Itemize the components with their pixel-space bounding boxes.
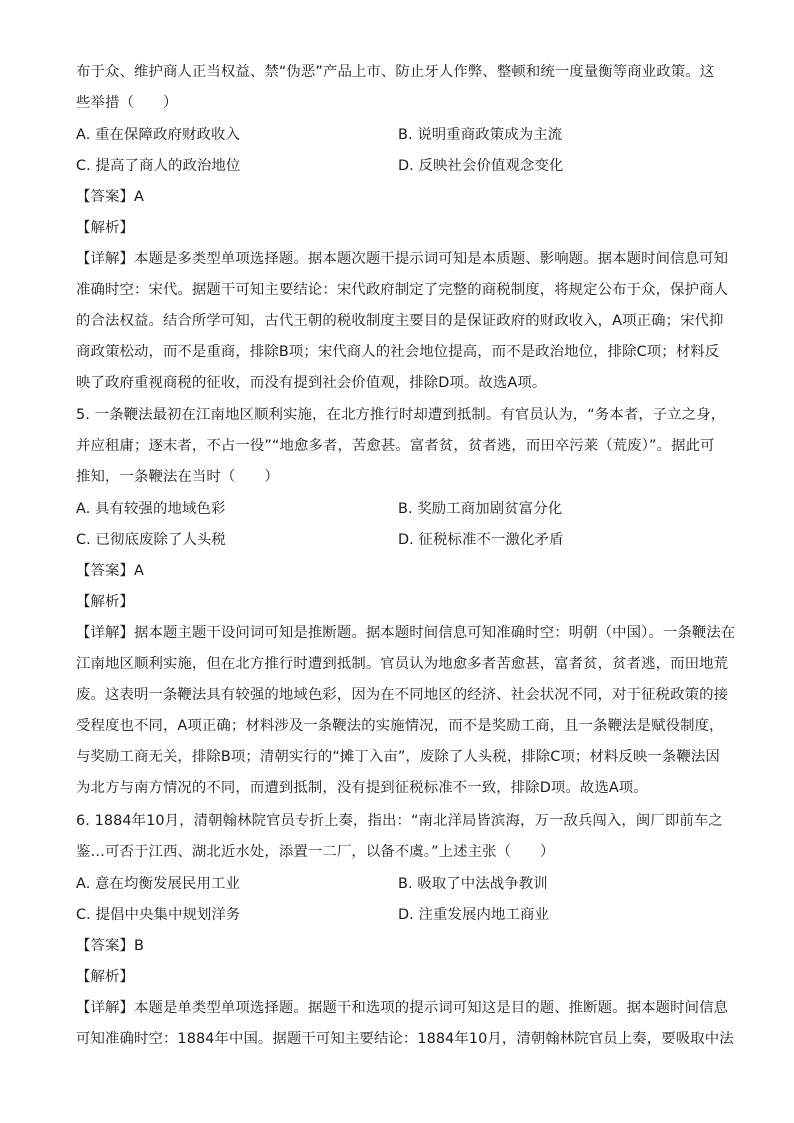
q5-stem-line-3: 推知，一条鞭法在当时（ ） bbox=[76, 469, 279, 485]
q6-answer: 【答案】B bbox=[76, 938, 144, 954]
q6-stem-line-1: 6. 1884年10月，清朝翰林院官员专折上奏，指出：“南北洋局皆滨海，万一敌兵闯入，闽厂即前车之 bbox=[76, 813, 723, 829]
q4-option-c: C. 提高了商人的政治地位 bbox=[76, 158, 241, 174]
q6-option-c: C. 提倡中央集中规划洋务 bbox=[76, 907, 241, 923]
q5-option-d: D. 征税标准不一激化矛盾 bbox=[398, 532, 564, 548]
q4-detail-line-2: 准确时空：宋代。据题干可知主要结论：宋代政府制定了完整的商税制度，将规定公布于众，保护商人 bbox=[76, 282, 729, 298]
q5-option-c: C. 已彻底废除了人头税 bbox=[76, 532, 226, 548]
q5-detail-line-3: 废。这表明一条鞭法具有较强的地域色彩，因为在不同地区的经济、社会状况不同，对于征税政策的接 bbox=[76, 687, 729, 703]
q4-detail-line-1: 【详解】本题是多类型单项选择题。据本题次题干提示词可知是本质题、影响题。据本题时间信息可知 bbox=[76, 251, 729, 267]
q5-option-b: B. 奖励工商加剧贫富分化 bbox=[398, 501, 563, 517]
q4-detail-line-4: 商政策松动，而不是重商，排除B项；宋代商人的社会地位提高，而不是政治地位，排除C项；材料反 bbox=[76, 344, 720, 360]
q4-option-a: A. 重在保障政府财政收入 bbox=[76, 127, 240, 143]
q4-detail-line-5: 映了政府重视商税的征收，而没有提到社会价值观，排除D项。故选A项。 bbox=[76, 375, 547, 391]
q5-detail-line-6: 为北方与南方情况的不同，而遭到抵制，没有提到征税标准不一致，排除D项。故选A项。 bbox=[76, 780, 648, 796]
q4-stem-line-2: 些举措（ ） bbox=[76, 95, 178, 111]
q6-stem-line-2: 鉴…可否于江西、湖北近水处，添置一二厂，以备不虞。”上述主张（ ） bbox=[76, 844, 555, 860]
q4-answer: 【答案】A bbox=[76, 189, 144, 205]
q4-stem-line-1: 布于众、维护商人正当权益、禁“伪恶”产品上市、防止牙人作弊、整顿和统一度量衡等商业政策。这 bbox=[76, 64, 715, 80]
q4-analysis-label: 【解析】 bbox=[76, 220, 134, 236]
q5-analysis-label: 【解析】 bbox=[76, 594, 134, 610]
q6-option-d: D. 注重发展内地工商业 bbox=[398, 907, 549, 923]
q5-detail-line-1: 【详解】据本题主题干设问词可知是推断题。据本题时间信息可知准确时空：明朝（中国）。一条鞭法在 bbox=[76, 625, 736, 641]
q5-stem-line-2: 并应租庸；逐末者，不占一役”“地愈多者，苦愈甚。富者贫，贫者逃，而田卒污莱（荒废）”。据此可 bbox=[76, 438, 715, 454]
q4-detail-line-3: 的合法权益。结合所学可知，古代王朝的税收制度主要目的是保证政府的财政收入，A项正确；宋代抑 bbox=[76, 313, 724, 329]
q6-detail-line-1: 【详解】本题是单类型单项选择题。据题干和选项的提示词可知这是目的题、推断题。据本题时间信息 bbox=[76, 1000, 729, 1016]
q6-detail-line-2: 可知准确时空：1884年中国。据题干可知主要结论：1884年10月，清朝翰林院官员上奏，要吸取中法 bbox=[76, 1031, 734, 1047]
q5-answer: 【答案】A bbox=[76, 563, 144, 579]
q4-option-d: D. 反映社会价值观念变化 bbox=[398, 158, 564, 174]
q5-option-a: A. 具有较强的地域色彩 bbox=[76, 501, 226, 517]
q6-analysis-label: 【解析】 bbox=[76, 969, 134, 985]
q6-option-b: B. 吸取了中法战争教训 bbox=[398, 876, 548, 892]
q6-option-a: A. 意在均衡发展民用工业 bbox=[76, 876, 240, 892]
q5-detail-line-5: 与奖励工商无关，排除B项；清朝实行的“摊丁入亩”，废除了人头税，排除C项；材料反映一条鞭法因 bbox=[76, 749, 720, 765]
q5-detail-line-2: 江南地区顺利实施，但在北方推行时遭到抵制。官员认为地愈多者苦愈甚，富者贫，贫者逃，而田地荒 bbox=[76, 656, 729, 672]
q5-detail-line-4: 受程度也不同，A项正确；材料涉及一条鞭法的实施情况，而不是奖励工商，且一条鞭法是赋役制度， bbox=[76, 718, 724, 734]
q5-stem-line-1: 5. 一条鞭法最初在江南地区顺利实施，在北方推行时却遭到抵制。有官员认为，“务本者，子立之身， bbox=[76, 407, 726, 423]
q4-option-b: B. 说明重商政策成为主流 bbox=[398, 127, 563, 143]
